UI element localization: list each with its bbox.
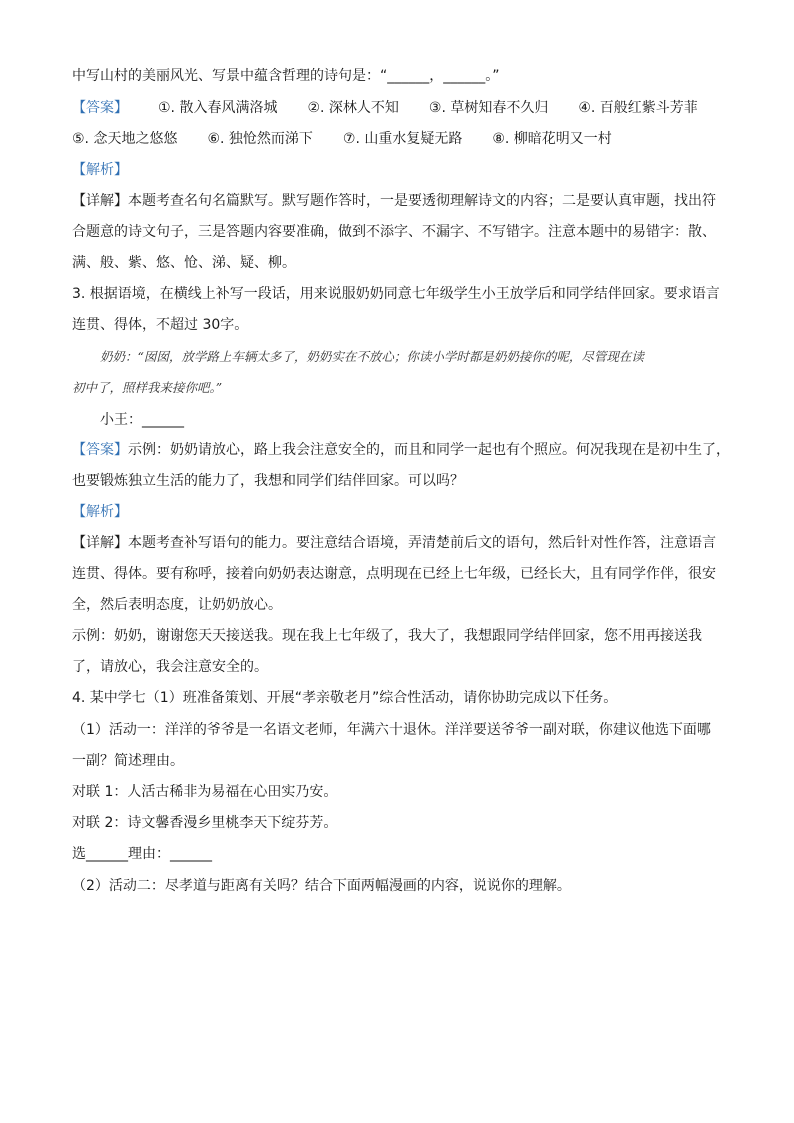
- xiaowang-blank: 小王：______: [100, 412, 184, 428]
- answer-item: ②. 深林人不知: [307, 100, 399, 116]
- detail-text: 全，然后表明态度，让奶奶放心。: [72, 597, 282, 613]
- answer-item: ⑧. 柳暗花明又一村: [492, 131, 612, 147]
- answer-item: ④. 百般红紫斗芳菲: [578, 100, 698, 116]
- example-text: 示例：奶奶，谢谢您天天接送我。现在我上七年级了，我大了，我想跟同学结伴回家，您不用再接送我: [72, 628, 702, 644]
- detail-text: 【详解】本题考查补写语句的能力。要注意结合语境，弄清楚前后文的语句，然后针对性作答，注意语言: [72, 535, 716, 551]
- detail-text: 【详解】本题考查名句名篇默写。默写题作答时，一是要透彻理解诗文的内容；二是要认真审题，找出符: [72, 193, 716, 209]
- question-4: 4. 某中学七（1）班准备策划、开展“孝亲敬老月”综合性活动，请你协助完成以下任务。: [72, 690, 618, 706]
- answer-label: 【答案】: [72, 442, 128, 458]
- answer-text: 示例：奶奶请放心，路上我会注意安全的，而且和同学一起也有个照应。何况我现在是初中生了，: [128, 442, 730, 458]
- activity-1: （1）活动一：洋洋的爷爷是一名语文老师，年满六十退休。洋洋要送爷爷一副对联，你建议他选下面哪: [72, 722, 711, 738]
- grandma-quote-cont: 初中了，照样我来接你吧。”: [72, 380, 223, 395]
- question-3: 3. 根据语境，在横线上补写一段话，用来说服奶奶同意七年级学生小王放学后和同学结伴回家。要求语言: [72, 286, 720, 302]
- detail-text: 连贯、得体。要有称呼，接着向奶奶表达谢意，点明现在已经上七年级，已经长大，且有同学作伴，很安: [72, 566, 716, 582]
- answer-item: ⑥. 独怆然而涕下: [207, 131, 313, 147]
- couplet-2: 对联 2：诗文馨香漫乡里桃李天下绽芬芳。: [72, 815, 338, 831]
- example-text: 了，请放心，我会注意安全的。: [72, 659, 268, 675]
- detail-text: 满、般、紫、悠、怆、涕、疑、柳。: [72, 255, 296, 271]
- answer-3: [72, 440, 734, 460]
- activity-1-cont: 一副？简述理由。: [72, 753, 184, 769]
- question-3-cont: 连贯、得体，不超过 30字。: [72, 317, 249, 333]
- analysis-label: 【解析】: [72, 504, 128, 520]
- answer-item: ⑤. 念天地之悠悠: [72, 131, 178, 147]
- answer-row-1: [72, 98, 734, 118]
- analysis-label: 【解析】: [72, 162, 128, 178]
- answer-row-2: [72, 129, 734, 149]
- answer-item: ③. 草树知春不久归: [428, 100, 549, 116]
- answer-item: ①. 散入春风满洛城: [158, 100, 278, 116]
- couplet-1: 对联 1：人活古稀非为易福在心田实乃安。: [72, 784, 338, 800]
- question-line: 中写山村的美丽风光、写景中蕴含哲理的诗句是：“______，______。”: [72, 68, 500, 84]
- activity-2: （2）活动二：尽孝道与距离有关吗？结合下面两幅漫画的内容，说说你的理解。: [72, 878, 571, 894]
- answer-label: 【答案】: [72, 100, 128, 116]
- detail-text: 合题意的诗文句子，三是答题内容要准确，做到不添字、不漏字、不写错字。注意本题中的易错字：散、: [72, 224, 716, 240]
- answer-item: ⑦. 山重水复疑无路: [342, 131, 463, 147]
- choice-blank: 选______理由：______: [72, 846, 212, 862]
- grandma-quote: 奶奶：“囡囡，放学路上车辆太多了，奶奶实在不放心；你读小学时都是奶奶接你的呢，尽管现在读: [100, 349, 644, 364]
- answer-3-cont: 也要锻炼独立生活的能力了，我想和同学们结伴回家。可以吗？: [72, 473, 464, 489]
